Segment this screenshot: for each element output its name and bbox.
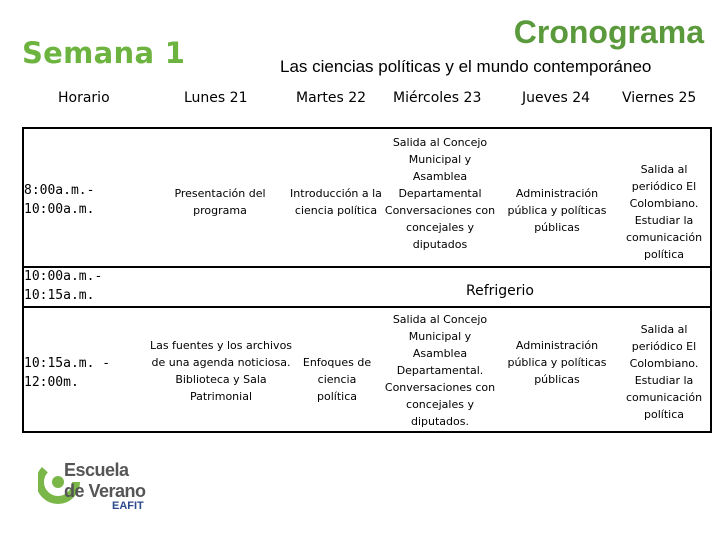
row1-miercoles: Salida al Concejo Municipal y Asamblea Departamental Conversaciones con concejales y diputados <box>384 136 496 251</box>
header-miercoles: Miércoles 23 <box>393 90 482 106</box>
row3-jueves: Administración pública y políticas públicas <box>507 339 607 386</box>
logo-line2: de Verano <box>64 481 146 501</box>
logo-brand: EAFIT <box>112 500 144 512</box>
row1-martes: Introducción a la ciencia política <box>290 187 382 217</box>
header-martes: Martes 22 <box>296 90 367 106</box>
logo-line1: Escuela <box>64 460 129 480</box>
row3-time: 10:15a.m. - 12:00m. <box>24 356 111 390</box>
row3-martes: Enfoques de ciencia política <box>302 356 372 403</box>
page-subtitle: Las ciencias políticas y el mundo contemporáneo <box>280 57 652 76</box>
row1-lunes: Presentación del programa <box>174 187 266 217</box>
header-lunes: Lunes 21 <box>184 90 248 106</box>
row1-time: 8:00a.m.- 10:00a.m. <box>24 183 95 217</box>
row-divider <box>22 306 712 308</box>
header-jueves: Jueves 24 <box>522 90 591 106</box>
row-divider <box>22 266 712 268</box>
row3-miercoles: Salida al Concejo Municipal y Asamblea Departamental. Conversaciones con concejales y diputados. <box>384 313 496 428</box>
row3-lunes: Las fuentes y los archivos de una agenda noticiosa. Biblioteca y Sala Patrimonial <box>149 339 293 403</box>
page-title: Cronograma <box>513 14 704 50</box>
week-label: Semana 1 <box>22 36 186 70</box>
row3-viernes: Salida al periódico El Colombiano. Estudiar la comunicación política <box>625 323 703 421</box>
row1-jueves: Administración pública y políticas públicas <box>507 187 607 234</box>
row2-time: 10:00a.m.- 10:15a.m. <box>24 269 103 303</box>
refrigerio-label: Refrigerio <box>466 283 534 299</box>
header-horario: Horario <box>58 90 110 106</box>
header-viernes: Viernes 25 <box>622 90 697 106</box>
row1-viernes: Salida al periódico El Colombiano. Estudiar la comunicación política <box>625 163 703 261</box>
